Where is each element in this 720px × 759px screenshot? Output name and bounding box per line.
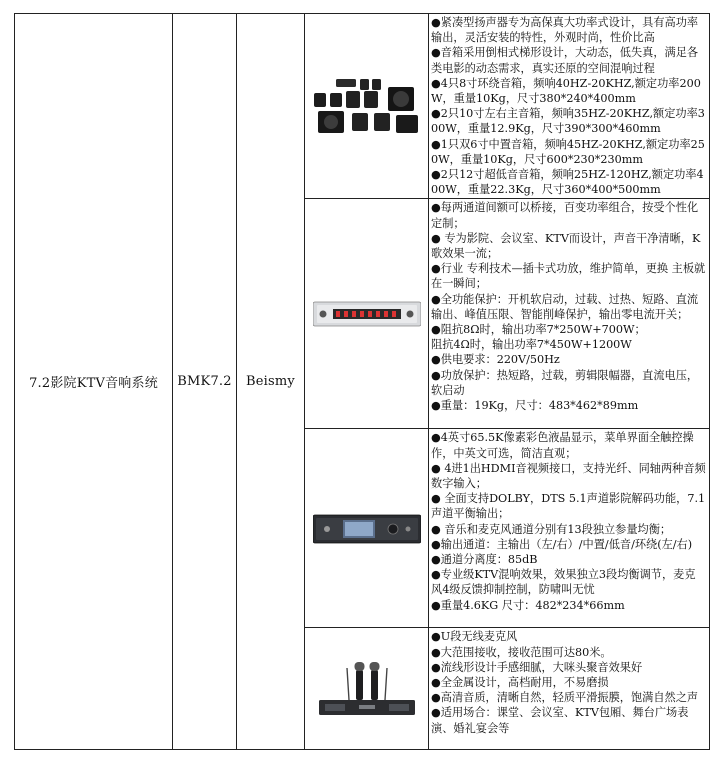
spec-line: ●高清音质，清晰自然，轻质平滑振膜，饱满自然之声 (431, 691, 699, 705)
model-number: BMK7.2 (177, 374, 232, 390)
model-cell (173, 14, 237, 750)
spec-line: ●适用场合：课堂、会议室、KTV包厢、舞台广场表演、婚礼宴会等 (431, 706, 689, 735)
table-row (15, 14, 710, 199)
spec-line: ●U段无线麦克风 (431, 630, 518, 644)
spec-line: ●专业级KTV混响效果，效果独立3段均衡调节，麦克风4级反馈抑制控制，防啸叫无忧 (431, 568, 696, 597)
spec-line: ● 4进1出HDMI音视频接口，支持光纤、同轴两种音频数字输入； (431, 461, 706, 491)
spec-description (429, 628, 710, 750)
product-name-cell (15, 14, 173, 750)
spec-line: ●4英寸65.5K像素彩色液晶显示，菜单界面全触控操作，中英文可选，简洁直观； (431, 431, 694, 460)
spec-line: ● 专为影院、会议室、KTV而设计，声音干净清晰，K歌效果一流； (431, 231, 701, 261)
av-decoder-image (313, 511, 421, 545)
spec-line: ●全功能保护：开机软启动，过载、过热、短路、直流输出、峰值压限、智能削峰保护，输出零电流开关； (431, 292, 699, 321)
brand-cell (237, 14, 305, 750)
spec-line: ● 全面支持DOLBY，DTS 5.1声道影院解码功能，7.1声道平衡输出； (431, 492, 706, 521)
spec-line: ●2只10寸左右主音箱，频响35HZ-20KHZ,额定功率300W，重量12.9Kg，尺寸390*300*460mm (431, 107, 705, 136)
spec-line: ●紧凑型扬声器专为高保真大功率式设计，具有高功率输出，灵活安装的特性，外观时尚，性价比高 (431, 16, 699, 45)
speaker-set-image (312, 77, 422, 135)
spec-line: ●供电要求：220V/50Hz (431, 353, 560, 367)
spec-description (429, 429, 710, 628)
image-cell (305, 14, 429, 199)
spec-line: ●1只双6寸中置音箱，频响45HZ-20KHZ,额定功率250W，重量10Kg，尺寸600*230*230mm (431, 137, 705, 166)
spec-line: ●全金属设计，高档耐用，不易磨损 (431, 676, 609, 690)
spec-description (429, 14, 710, 199)
image-cell (305, 628, 429, 750)
spec-line: ●每两通道间额可以桥接，百变功率组合，按受个性化定制； (431, 201, 699, 230)
image-cell (305, 429, 429, 628)
image-cell (305, 199, 429, 429)
spec-line: ●大范围接收，接收范围可达80米。 (431, 645, 612, 659)
spec-line: ●重量：19Kg，尺寸：483*462*89mm (431, 399, 639, 413)
spec-line: ●音箱采用倒相式梯形设计，大动态，低失真，满足各类电影的动态需求，真实还原的空间混响过程 (431, 46, 699, 75)
spec-line: ●阻抗8Ω时，输出功率7*250W+700W； (431, 323, 646, 337)
spec-line: ●重量4.6KG 尺寸：482*234*66mm (431, 598, 625, 612)
spec-line: ●功放保护：热短路，过载，剪辑限幅器，直流电压，软启动 (431, 368, 699, 397)
power-amplifier-image (313, 300, 421, 328)
spec-line: ●通道分离度：85dB (431, 553, 538, 567)
wireless-microphone-image (315, 660, 419, 718)
product-name: 7.2影院KTV音响系统 (29, 376, 158, 392)
spec-table (14, 13, 710, 750)
spec-line: 阻抗4Ω时，输出功率7*450W+1200W (431, 338, 632, 352)
spec-description (429, 199, 710, 429)
brand-name: Beismy (246, 374, 295, 390)
spec-line: ● 音乐和麦克风通道分别有13段独立参量均衡； (431, 522, 672, 536)
spec-line: ●4只8寸环绕音箱，频响40HZ-20KHZ,额定功率200W，重量10Kg，尺寸380*240*400mm (431, 76, 701, 106)
spec-line: ●流线形设计手感细腻，大咪头聚音效果好 (431, 660, 643, 674)
spec-line: ●行业 专利技术—插卡式功放，维护简单，更换 主板就在一瞬间； (431, 262, 706, 291)
spec-line: ●输出通道：主输出（左/右）/中置/低音/环绕(左/右) (431, 537, 693, 551)
spec-line: ●2只12寸超低音音箱，频响25HZ-120HZ,额定功率400W，重量22.3Kg，尺寸360*400*500mm (431, 168, 704, 197)
